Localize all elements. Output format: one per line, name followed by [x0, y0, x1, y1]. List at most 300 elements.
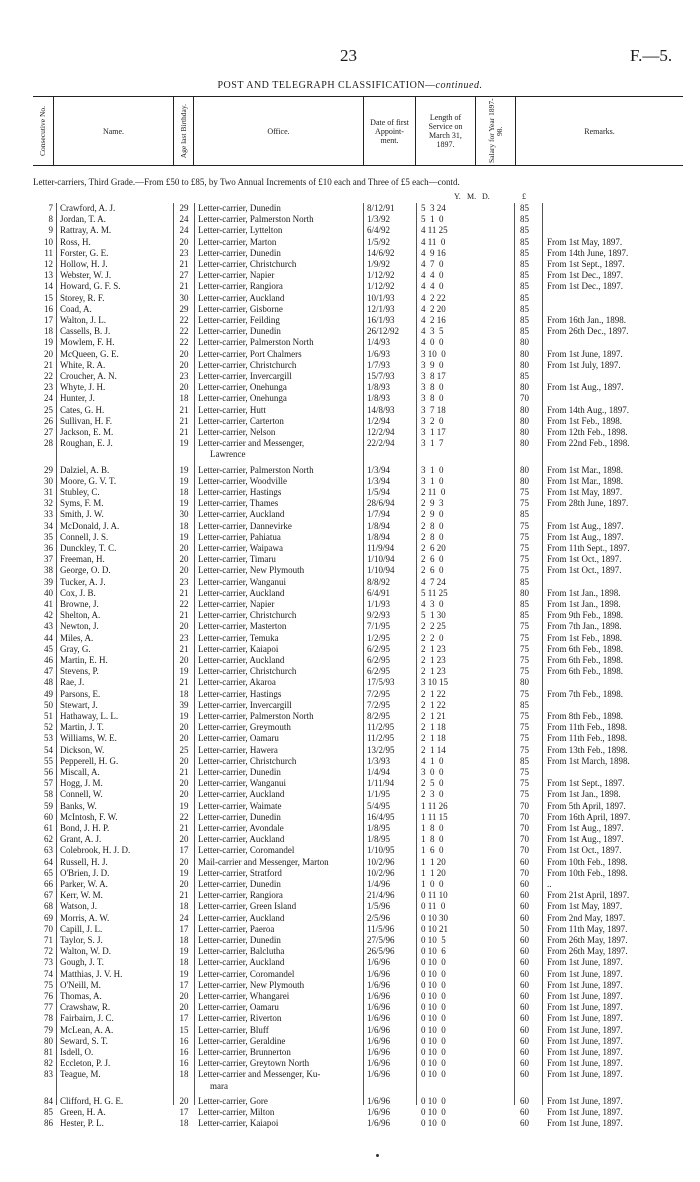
- row-number: 65: [44, 867, 53, 878]
- table-row: [0, 756, 700, 767]
- row-salary: 60: [520, 1047, 529, 1057]
- row-remarks: From 16th April, 1897.: [547, 811, 631, 822]
- row-service: 2 3 0: [421, 789, 444, 800]
- row-age: 20: [179, 236, 189, 247]
- row-date: 11/2/95: [367, 722, 395, 733]
- row-age: 23: [179, 576, 189, 587]
- table-row: [0, 621, 700, 632]
- row-remarks: From 1st Aug., 1897.: [547, 823, 624, 833]
- table-row: [0, 1013, 700, 1024]
- row-number: 86: [44, 1118, 53, 1129]
- row-age: 39: [179, 699, 189, 710]
- row-age: 21: [179, 643, 189, 654]
- row-salary: 85: [520, 292, 529, 303]
- row-name: Storey, R. F.: [60, 292, 105, 303]
- row-salary: 60: [520, 1035, 529, 1046]
- row-date: 28/6/94: [367, 498, 395, 509]
- row-salary: 70: [520, 393, 529, 404]
- row-salary: 85: [520, 576, 529, 587]
- row-date: 9/2/93: [367, 610, 391, 621]
- row-date: 1/12/92: [367, 281, 395, 292]
- row-remarks: From 1st Jan., 1898.: [547, 587, 621, 598]
- row-name: Webster, W. J.: [60, 270, 112, 281]
- row-office: Letter-carrier, Invercargill: [198, 699, 292, 710]
- row-name: Connell, W.: [60, 789, 103, 800]
- row-salary: 70: [520, 811, 529, 822]
- row-date: 10/2/96: [367, 867, 395, 878]
- row-remarks: From 1st Sept., 1897.: [547, 778, 625, 789]
- row-name: Walton, W. D.: [60, 946, 112, 957]
- row-date: 26/12/92: [367, 326, 400, 337]
- row-remarks: From 10th Feb., 1898.: [547, 856, 628, 867]
- row-age: 20: [179, 733, 189, 744]
- row-office-continuation: Lawrence: [210, 449, 246, 460]
- row-salary: 75: [520, 520, 529, 531]
- row-salary: 85: [520, 315, 529, 325]
- row-date: 16/4/95: [367, 811, 395, 822]
- row-number: 8: [48, 214, 53, 225]
- row-date: 8/2/95: [367, 711, 391, 721]
- row-name: Hogg, J. M.: [60, 778, 103, 789]
- row-date: 1/3/94: [367, 464, 391, 475]
- row-office: Letter-carrier, Palmerston North: [198, 214, 314, 225]
- row-service: 2 1 23: [421, 643, 446, 654]
- row-remarks: From 12th Feb., 1898.: [547, 427, 628, 437]
- row-remarks: From 1st June, 1897.: [547, 1047, 623, 1057]
- row-name: Freeman, H.: [60, 554, 105, 565]
- row-name: Stevens, P.: [60, 666, 99, 677]
- row-service: 0 10 0: [421, 1035, 446, 1046]
- row-salary: 60: [520, 1118, 529, 1129]
- row-remarks: From 1st June, 1897.: [547, 1107, 623, 1117]
- table-row: [0, 711, 700, 722]
- row-office: Letter-carrier, Lyttelton: [198, 225, 283, 236]
- row-remarks: From 1st Aug., 1897.: [547, 382, 624, 393]
- row-remarks: From 26th May, 1897.: [547, 935, 628, 945]
- row-office: Letter-carrier, Hastings: [198, 487, 282, 497]
- row-salary: 85: [520, 371, 529, 381]
- row-number: 38: [44, 565, 53, 576]
- row-office: Letter-carrier, Christchurch: [198, 666, 297, 677]
- row-office: Letter-carrier and Messenger, Ku-: [198, 1069, 321, 1080]
- section-heading: Letter-carriers, Third Grade.—From £50 to £85, by Two Annual Increments of £10 each and Three of £5 each—contd.: [33, 177, 460, 187]
- row-office: Letter-carrier, Carterton: [198, 415, 284, 426]
- row-date: 7/2/95: [367, 699, 391, 710]
- row-date: 2/5/96: [367, 912, 391, 923]
- row-service: 3 10 15: [421, 677, 448, 688]
- row-age: 16: [179, 1035, 189, 1046]
- row-number: 49: [44, 688, 53, 699]
- table-row: [0, 498, 700, 509]
- row-number: 71: [44, 935, 53, 945]
- row-salary: 70: [520, 834, 529, 845]
- row-office: Letter-carrier, Dunedin: [198, 879, 281, 889]
- row-service: 2 11 0: [421, 487, 446, 497]
- row-number: 39: [44, 576, 53, 587]
- unit-months: M.: [467, 192, 477, 201]
- row-date: 21/4/96: [367, 890, 395, 901]
- row-name: Dickson, W.: [60, 744, 105, 755]
- row-name: Gray, G.: [60, 643, 91, 654]
- row-office: Letter-carrier, Geraldine: [198, 1035, 286, 1046]
- row-remarks: From 1st Mar., 1898.: [547, 464, 624, 475]
- row-name: McLean, A. A.: [60, 1024, 114, 1035]
- row-name: Dunckley, T. C.: [60, 543, 117, 553]
- row-salary: 60: [520, 968, 529, 979]
- row-service: 4 4 0: [421, 281, 444, 292]
- row-salary: 60: [520, 1002, 529, 1013]
- row-remarks: From 1st Oct., 1897.: [547, 845, 622, 856]
- table-row: [0, 633, 700, 644]
- row-office: Letter-carrier, Onehunga: [198, 393, 287, 404]
- row-salary: 60: [520, 979, 529, 990]
- row-number: 81: [44, 1047, 53, 1057]
- row-service: 4 7 0: [421, 259, 444, 269]
- row-service: 2 6 0: [421, 554, 444, 565]
- header-remarks: Remarks.: [515, 97, 683, 165]
- row-date: 1/6/96: [367, 1002, 391, 1013]
- table-row: [0, 991, 700, 1002]
- row-age: 19: [179, 867, 189, 878]
- row-remarks: ..: [547, 879, 552, 889]
- row-salary: 60: [520, 890, 529, 901]
- table-row: [0, 857, 700, 868]
- row-salary: 60: [520, 946, 529, 957]
- row-office: Letter-carrier, Hawera: [198, 744, 278, 755]
- table-row: [0, 203, 700, 214]
- row-office: Letter-carrier, Timaru: [198, 554, 276, 565]
- row-remarks: From 2nd May, 1897.: [547, 912, 626, 923]
- row-number: 24: [44, 393, 53, 404]
- row-office: Letter-carrier, Feilding: [198, 315, 280, 325]
- row-office: Letter-carrier, Rangiora: [198, 890, 283, 901]
- row-office: Letter-carrier, Bluff: [198, 1024, 269, 1035]
- row-remarks: From 1st Feb., 1898.: [547, 632, 623, 643]
- row-salary: 70: [520, 823, 529, 833]
- header-consecutive-no: Consecutive No.: [38, 106, 47, 156]
- row-age: 20: [179, 789, 189, 800]
- row-salary: 60: [520, 912, 529, 923]
- row-salary: 75: [520, 531, 529, 542]
- row-remarks: From 13th Feb., 1898.: [547, 744, 628, 755]
- table-row: [0, 1118, 700, 1129]
- row-name: Moore, G. V. T.: [60, 475, 117, 486]
- row-service: 2 1 23: [421, 666, 446, 677]
- row-name: Bond, J. H. P.: [60, 823, 110, 833]
- row-office: Letter-carrier, Oamaru: [198, 1002, 279, 1013]
- row-number: 44: [44, 632, 53, 643]
- row-name: Kerr, W. M.: [60, 890, 103, 901]
- row-salary: 80: [520, 348, 529, 359]
- row-salary: 60: [520, 1095, 529, 1106]
- row-number: 76: [44, 991, 53, 1001]
- table-row: [0, 1002, 700, 1013]
- row-number: 27: [44, 427, 53, 437]
- row-remarks: From 1st Jan., 1898.: [547, 599, 621, 609]
- row-service: 1 11 15: [421, 811, 448, 822]
- row-name: Jackson, E. M.: [60, 427, 114, 437]
- row-service: 0 10 0: [421, 1002, 446, 1013]
- row-service: 3 8 0: [421, 382, 444, 393]
- table-header: [33, 96, 683, 166]
- row-number: 74: [44, 968, 53, 979]
- row-remarks: From 7th Feb., 1898.: [547, 688, 624, 699]
- row-salary: 75: [520, 778, 529, 789]
- row-age: 21: [179, 677, 189, 688]
- row-service: 4 2 22: [421, 292, 446, 303]
- row-service: 1 6 0: [421, 845, 444, 856]
- row-name: Pepperell, H. G.: [60, 755, 119, 766]
- table-row: [0, 465, 700, 476]
- row-office: Letter-carrier, Auckland: [198, 655, 285, 665]
- row-age: 18: [179, 957, 189, 968]
- row-remarks: From 1st June, 1897.: [547, 1118, 623, 1129]
- row-number: 35: [44, 531, 53, 542]
- unit-days: D.: [482, 192, 490, 201]
- row-name: Eccleton, P. J.: [60, 1058, 111, 1069]
- table-row: [0, 565, 700, 576]
- table-row: [0, 969, 700, 980]
- row-name: Russell, H. J.: [60, 856, 108, 867]
- row-age: 20: [179, 879, 189, 889]
- row-number: 42: [44, 610, 53, 621]
- row-age: 22: [179, 811, 189, 822]
- row-number: 34: [44, 520, 53, 531]
- row-salary: 75: [520, 632, 529, 643]
- row-salary: 85: [520, 225, 529, 236]
- row-service: 2 1 23: [421, 655, 446, 665]
- row-remarks: From 1st May, 1897.: [547, 487, 623, 497]
- table-row: [0, 1096, 700, 1107]
- header-age: Age last Birthday.: [173, 97, 193, 165]
- row-remarks: From 7th Jan., 1898.: [547, 621, 622, 632]
- row-age: 20: [179, 554, 189, 565]
- row-salary: 75: [520, 621, 529, 632]
- row-remarks: From 1st Jan., 1898.: [547, 789, 621, 800]
- row-service: 0 10 0: [421, 1095, 446, 1106]
- row-date: 1/4/93: [367, 337, 391, 348]
- header-salary: Salary for Year 1897-98.: [475, 97, 515, 165]
- row-office: Letter-carrier, Palmerston North: [198, 337, 314, 348]
- row-office: Letter-carrier, Balclutha: [198, 946, 285, 957]
- row-service: 4 3 5: [421, 326, 444, 337]
- table-row: [0, 476, 700, 487]
- header-date-first-appointment: Date of first Appoint-ment.: [363, 97, 415, 165]
- row-remarks: From 11th May, 1897.: [547, 923, 628, 934]
- row-remarks: From 1st June, 1897.: [547, 1069, 623, 1080]
- row-name: Dalziel, A. B.: [60, 464, 110, 475]
- row-service: 2 1 22: [421, 699, 446, 710]
- row-number: 31: [44, 487, 53, 497]
- table-row: [0, 1107, 700, 1118]
- row-remarks: From 5th April, 1897.: [547, 800, 626, 811]
- row-number: 84: [44, 1095, 53, 1106]
- row-office: Letter-carrier, Palmerston North: [198, 464, 314, 475]
- row-name: Matthias, J. V. H.: [60, 968, 123, 979]
- row-service: 5 1 0: [421, 214, 444, 225]
- row-office: Letter-carrier, Dunedin: [198, 203, 281, 213]
- table-row: [0, 214, 700, 225]
- row-name: Colebrook, H. J. D.: [60, 845, 131, 856]
- row-number: 85: [44, 1107, 53, 1117]
- row-remarks: From 1st Dec., 1897.: [547, 270, 623, 281]
- table-row: [0, 722, 700, 733]
- row-remarks: From 1st June, 1897.: [547, 957, 623, 968]
- row-age: 29: [179, 203, 189, 213]
- row-number: 73: [44, 957, 53, 968]
- row-service: 2 2 25: [421, 621, 446, 632]
- row-service: 3 8 17: [421, 371, 446, 381]
- page-mark: [376, 1154, 379, 1157]
- table-row: [0, 371, 700, 382]
- row-name: Forster, G. E.: [60, 247, 109, 258]
- row-age: 21: [179, 587, 189, 598]
- row-remarks: From 14th Aug., 1897.: [547, 404, 630, 415]
- row-office: Letter-carrier, Woodville: [198, 475, 288, 486]
- row-name: Fairbairn, J. C.: [60, 1013, 114, 1024]
- row-age: 20: [179, 856, 189, 867]
- row-salary: 75: [520, 666, 529, 677]
- row-salary: 80: [520, 404, 529, 415]
- table-row: [0, 789, 700, 800]
- row-age: 23: [179, 247, 189, 258]
- row-age: 16: [179, 1058, 189, 1069]
- row-office: Letter-carrier, Dunedin: [198, 247, 281, 258]
- row-service: 4 2 20: [421, 303, 446, 314]
- row-remarks: From 1st June, 1897.: [547, 979, 623, 990]
- row-age: 18: [179, 520, 189, 531]
- table-row: [0, 610, 700, 621]
- row-age: 20: [179, 722, 189, 733]
- row-name: Mowlem, F. H.: [60, 337, 115, 348]
- row-age: 21: [179, 404, 189, 415]
- row-service: 4 7 24: [421, 576, 446, 587]
- unit-years: Y.: [454, 192, 461, 201]
- row-number: 21: [44, 359, 53, 370]
- row-remarks: From 9th Feb., 1898.: [547, 610, 624, 621]
- row-salary: 70: [520, 800, 529, 811]
- row-office: Letter-carrier, Coromandel: [198, 845, 295, 856]
- row-age: 18: [179, 487, 189, 497]
- row-remarks: From 1st Oct., 1897.: [547, 565, 622, 576]
- row-number: 10: [44, 236, 53, 247]
- row-number: 75: [44, 979, 53, 990]
- row-date: 1/4/94: [367, 767, 391, 777]
- row-age: 23: [179, 632, 189, 643]
- row-service: 0 10 0: [421, 1047, 446, 1057]
- row-service: 0 10 0: [421, 1024, 446, 1035]
- row-name: Rae, J.: [60, 677, 85, 688]
- row-remarks: From 1st June, 1897.: [547, 1013, 623, 1024]
- table-row: [0, 438, 700, 449]
- row-date: 6/2/95: [367, 643, 391, 654]
- row-name: Smith, J. W.: [60, 509, 104, 520]
- table-row: [0, 1069, 700, 1080]
- row-age: 19: [179, 475, 189, 486]
- row-number: 23: [44, 382, 53, 393]
- row-service: 3 1 0: [421, 464, 444, 475]
- row-office: Letter-carrier, Nelson: [198, 427, 276, 437]
- row-office: Letter-carrier, Palmerston North: [198, 711, 314, 721]
- row-service: 2 1 18: [421, 722, 446, 733]
- row-remarks: From 1st Feb., 1898.: [547, 415, 623, 426]
- row-remarks: From 1st June, 1897.: [547, 1058, 623, 1069]
- row-name: Hunter, J.: [60, 393, 95, 404]
- row-name: Seward, S. T.: [60, 1035, 108, 1046]
- row-office: Letter-carrier, Riverton: [198, 1013, 282, 1024]
- row-office: Letter-carrier, Onehunga: [198, 382, 287, 393]
- row-salary: 85: [520, 599, 529, 609]
- row-date: 1/11/94: [367, 778, 395, 789]
- row-date: 22/2/94: [367, 438, 395, 449]
- row-remarks: From 6th Feb., 1898.: [547, 643, 624, 654]
- row-remarks: From 16th Jan., 1898.: [547, 315, 627, 325]
- row-office: Letter-carrier, Masterton: [198, 621, 287, 632]
- row-service: 0 10 0: [421, 957, 446, 968]
- table-row: [0, 957, 700, 968]
- row-age: 18: [179, 1069, 189, 1080]
- row-office: Letter-carrier, Rangiora: [198, 281, 283, 292]
- row-age: 22: [179, 599, 189, 609]
- row-salary: 50: [520, 923, 529, 934]
- row-number: 30: [44, 475, 53, 486]
- row-number: 58: [44, 789, 53, 800]
- row-age: 20: [179, 348, 189, 359]
- row-number: 7: [48, 203, 53, 213]
- row-office: Letter-carrier, Gore: [198, 1095, 268, 1106]
- row-remarks: From 8th Feb., 1898.: [547, 711, 624, 721]
- row-date: 27/5/96: [367, 935, 395, 945]
- row-age: 19: [179, 968, 189, 979]
- row-office: Letter-carrier, Napier: [198, 270, 275, 281]
- row-salary: 70: [520, 845, 529, 856]
- row-service: 1 0 0: [421, 879, 444, 889]
- row-name: Parker, W. A.: [60, 879, 108, 889]
- row-office: Letter-carrier, Hastings: [198, 688, 282, 699]
- row-age: 19: [179, 800, 189, 811]
- row-name: Isdell, O.: [60, 1047, 94, 1057]
- row-date: 12/2/94: [367, 427, 395, 437]
- row-service: 3 0 0: [421, 767, 444, 777]
- row-name: Martin, J. T.: [60, 722, 104, 733]
- row-date: 7/2/95: [367, 688, 391, 699]
- row-date: 1/8/95: [367, 823, 391, 833]
- row-number: 11: [44, 247, 53, 258]
- row-office: Letter-carrier, Kaiapoi: [198, 1118, 279, 1129]
- row-age: 19: [179, 531, 189, 542]
- row-date: 1/6/96: [367, 991, 391, 1001]
- row-salary: 80: [520, 337, 529, 348]
- table-row: [0, 745, 700, 756]
- row-remarks: From 1st Aug., 1897.: [547, 520, 624, 531]
- row-salary: 60: [520, 935, 529, 945]
- row-number: 17: [44, 315, 53, 325]
- row-service: 3 7 18: [421, 404, 446, 415]
- row-number: 13: [44, 270, 53, 281]
- row-name: George, O. D.: [60, 565, 111, 576]
- row-name: Martin, E. H.: [60, 655, 108, 665]
- row-number: 15: [44, 292, 53, 303]
- row-name: Croucher, A. N.: [60, 371, 117, 381]
- row-salary: 60: [520, 1069, 529, 1080]
- row-name: Newton, J.: [60, 621, 99, 632]
- row-office: Letter-carrier, Akaroa: [198, 677, 276, 688]
- row-number: 19: [44, 337, 53, 348]
- row-age: 21: [179, 767, 189, 777]
- row-name: Howard, G. F. S.: [60, 281, 121, 292]
- row-name: Hester, P. L.: [60, 1118, 104, 1129]
- row-age: 24: [179, 225, 189, 236]
